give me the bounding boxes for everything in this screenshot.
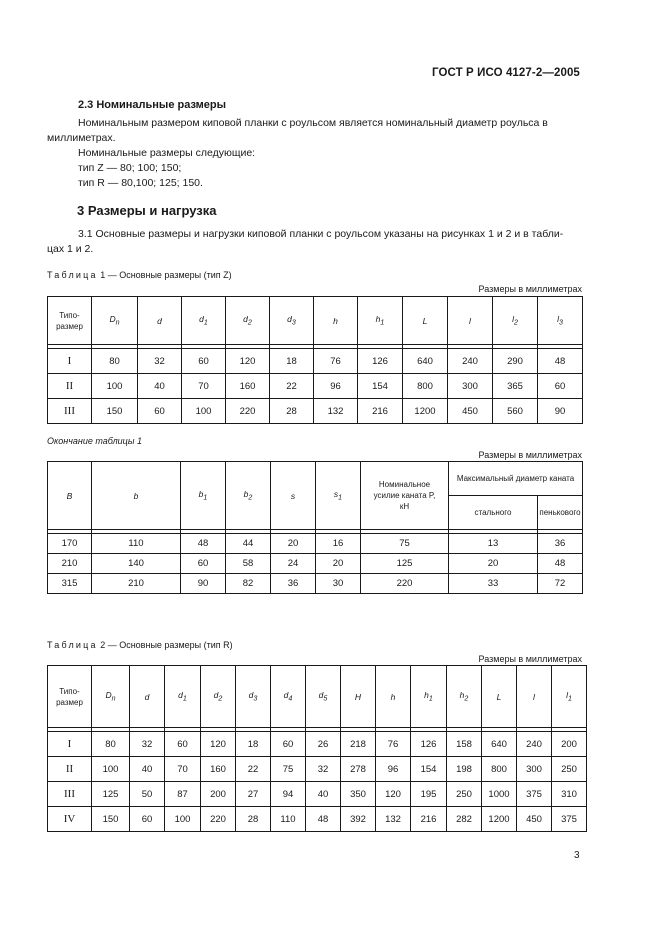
table-cell: 60: [271, 732, 306, 757]
table-cell: 13: [449, 534, 538, 554]
table1-end-caption: Окончание таблицы 1: [47, 436, 142, 446]
table-cell: 240: [448, 349, 493, 374]
table-cell: 170: [48, 534, 92, 554]
table-cell: 150: [92, 807, 130, 832]
table-cell: I: [48, 349, 92, 374]
paragraph-nominal-sizes: Номинальные размеры следующие:: [78, 147, 256, 159]
table2-header-cell: H: [341, 666, 376, 728]
table1-units: Размеры в миллиметрах: [478, 284, 582, 294]
table1-header-cell: $h_1$: [358, 297, 403, 345]
table-cell: 100: [92, 757, 130, 782]
table-cell: 90: [538, 399, 583, 424]
table1-header-cell: L: [403, 297, 448, 345]
table-cell: 24: [271, 554, 316, 574]
document-code: ГОСТ Р ИСО 4127-2—2005: [432, 67, 580, 79]
table-cell: 94: [271, 782, 306, 807]
table1-header-cell: [48, 297, 92, 345]
table-row: [48, 807, 587, 832]
table-cell: 300: [517, 757, 552, 782]
section-2-3-heading: 2.3 Номинальные размеры: [78, 99, 227, 111]
table-cell: 22: [236, 757, 271, 782]
table1-header-cell: $l_3$: [538, 297, 583, 345]
table1-end-header-cell: $s_1$: [316, 462, 361, 530]
table-cell: 220: [226, 399, 270, 424]
table-cell: 40: [306, 782, 341, 807]
table-cell: 560: [493, 399, 538, 424]
table-cell: 1000: [482, 782, 517, 807]
table1-header-cell: l: [448, 297, 493, 345]
table-cell: 200: [552, 732, 587, 757]
table-cell: 26: [306, 732, 341, 757]
table-cell: 220: [361, 574, 449, 594]
table2-units: Размеры в миллиметрах: [478, 654, 582, 664]
table-cell: 365: [493, 374, 538, 399]
table2-header-cell: $d_5$: [306, 666, 341, 728]
table2-header-cell: $l_1$: [552, 666, 587, 728]
table-cell: 450: [448, 399, 493, 424]
table-cell: 75: [271, 757, 306, 782]
table-cell: 50: [130, 782, 165, 807]
table-cell: III: [48, 782, 92, 807]
table-cell: 44: [226, 534, 271, 554]
table-row: [48, 374, 583, 399]
table-cell: 80: [92, 349, 138, 374]
table-cell: 60: [538, 374, 583, 399]
table-row: [48, 349, 583, 374]
table-cell: 800: [482, 757, 517, 782]
table-cell: 28: [270, 399, 314, 424]
table-row: [48, 732, 587, 757]
table-cell: 60: [182, 349, 226, 374]
table2-header-cell: $D_n$: [92, 666, 130, 728]
table-cell: 72: [538, 574, 583, 594]
table-row: [48, 782, 587, 807]
table2-header-cell: $d_1$: [165, 666, 201, 728]
table-cell: 132: [314, 399, 358, 424]
table-cell: 158: [447, 732, 482, 757]
table-cell: 310: [552, 782, 587, 807]
paragraph-nominal-line2: миллиметрах.: [47, 132, 116, 144]
table-cell: 216: [358, 399, 403, 424]
table2-header-cell: $d_2$: [201, 666, 236, 728]
table-cell: 198: [447, 757, 482, 782]
table-cell: 1200: [403, 399, 448, 424]
table-cell: 20: [316, 554, 361, 574]
table-cell: 20: [271, 534, 316, 554]
table-cell: 96: [376, 757, 411, 782]
table-cell: 40: [138, 374, 182, 399]
table-cell: 58: [226, 554, 271, 574]
table-cell: 240: [517, 732, 552, 757]
table-cell: 300: [448, 374, 493, 399]
table-cell: 75: [361, 534, 449, 554]
table-cell: 126: [358, 349, 403, 374]
table1-caption: Таблица 1 — Основные размеры (тип Z): [47, 270, 232, 280]
table-cell: 140: [92, 554, 181, 574]
table-cell: 40: [130, 757, 165, 782]
table-cell: 160: [226, 374, 270, 399]
table1-header-cell: $d_3$: [270, 297, 314, 345]
table1-end-header-cell: B: [48, 462, 92, 530]
table-cell: 32: [306, 757, 341, 782]
table-cell: 640: [403, 349, 448, 374]
table-cell: 76: [314, 349, 358, 374]
table-cell: 32: [138, 349, 182, 374]
section-3-heading: 3 Размеры и нагрузка: [77, 203, 217, 218]
table1-end-steel-header: стального: [449, 496, 538, 530]
table1-end-header-cell: s: [271, 462, 316, 530]
table-cell: 100: [92, 374, 138, 399]
table-cell: 90: [181, 574, 226, 594]
table-cell: 132: [376, 807, 411, 832]
table1-header-cell: $D_n$: [92, 297, 138, 345]
table-cell: 800: [403, 374, 448, 399]
table-cell: 36: [271, 574, 316, 594]
table1-end-hemp-header: пенькового: [538, 496, 583, 530]
table-cell: 70: [182, 374, 226, 399]
table-cell: 250: [552, 757, 587, 782]
table-cell: 60: [165, 732, 201, 757]
table-cell: 22: [270, 374, 314, 399]
table1-end: [47, 461, 583, 594]
table-cell: III: [48, 399, 92, 424]
table-cell: 315: [48, 574, 92, 594]
table-cell: 36: [538, 534, 583, 554]
table-cell: 48: [181, 534, 226, 554]
table-cell: 110: [271, 807, 306, 832]
table-cell: 154: [358, 374, 403, 399]
table-cell: 640: [482, 732, 517, 757]
table-cell: 125: [92, 782, 130, 807]
table-row: [48, 574, 583, 594]
table-cell: 32: [130, 732, 165, 757]
table-cell: 216: [411, 807, 447, 832]
table-cell: 120: [201, 732, 236, 757]
table1-end-units: Размеры в миллиметрах: [478, 450, 582, 460]
table1-end-header-row: [48, 462, 583, 496]
table-cell: 210: [92, 574, 181, 594]
header-text: Типо- размер: [56, 686, 83, 707]
table-cell: 218: [341, 732, 376, 757]
table-cell: 76: [376, 732, 411, 757]
table-cell: 278: [341, 757, 376, 782]
table-cell: 48: [306, 807, 341, 832]
table2-header-cell: L: [482, 666, 517, 728]
table-cell: 48: [538, 554, 583, 574]
table-cell: 290: [493, 349, 538, 374]
table2-header-cell: [48, 666, 92, 728]
header-text: Типо- размер: [56, 310, 83, 331]
table-cell: 16: [316, 534, 361, 554]
table-cell: II: [48, 374, 92, 399]
table-cell: 1200: [482, 807, 517, 832]
table-cell: 250: [447, 782, 482, 807]
table-cell: 60: [181, 554, 226, 574]
table-cell: 60: [130, 807, 165, 832]
table-cell: 126: [411, 732, 447, 757]
table-cell: 350: [341, 782, 376, 807]
table-cell: 150: [92, 399, 138, 424]
table-cell: 100: [182, 399, 226, 424]
table-cell: 30: [316, 574, 361, 594]
paragraph-type-r: тип R — 80,100; 125; 150.: [78, 177, 203, 189]
table1: [47, 296, 583, 424]
table2-header-row: [48, 666, 587, 728]
table-row: [48, 534, 583, 554]
table-cell: 60: [138, 399, 182, 424]
table-cell: IV: [48, 807, 92, 832]
table1-end-force-header: [361, 462, 449, 530]
table-cell: 48: [538, 349, 583, 374]
table2-header-cell: h: [376, 666, 411, 728]
table-cell: 28: [236, 807, 271, 832]
table-cell: 70: [165, 757, 201, 782]
table2: [47, 665, 587, 832]
table-cell: 375: [552, 807, 587, 832]
table-cell: 18: [270, 349, 314, 374]
table-cell: 195: [411, 782, 447, 807]
paragraph-3-1-line1: 3.1 Основные размеры и нагрузки киповой планки с роульсом указаны на рисунках 1 и 2 и в табли-: [78, 228, 564, 240]
table-cell: 160: [201, 757, 236, 782]
table-cell: 392: [341, 807, 376, 832]
table1-header-cell: $l_2$: [493, 297, 538, 345]
table-cell: II: [48, 757, 92, 782]
table1-header-row: [48, 297, 583, 345]
paragraph-3-1-line2: цах 1 и 2.: [47, 243, 94, 255]
table-cell: 154: [411, 757, 447, 782]
table2-header-cell: $d_3$: [236, 666, 271, 728]
table1-header-cell: $d_1$: [182, 297, 226, 345]
paragraph-nominal-line1: Номинальным размером киповой планки с роульсом является номинальный диаметр роульса в: [78, 117, 548, 129]
table-cell: 125: [361, 554, 449, 574]
table-cell: I: [48, 732, 92, 757]
table-cell: 96: [314, 374, 358, 399]
table-row: [48, 399, 583, 424]
table1-header-cell: $d_2$: [226, 297, 270, 345]
table2-caption: Таблица 2 — Основные размеры (тип R): [47, 640, 233, 650]
table-cell: 20: [449, 554, 538, 574]
table1-end-header-cell: $b_2$: [226, 462, 271, 530]
table1-header-cell: d: [138, 297, 182, 345]
header-text: Номинальное усилие каната P, кН: [373, 480, 436, 511]
table-cell: 210: [48, 554, 92, 574]
table1-header-cell: h: [314, 297, 358, 345]
table-row: [48, 757, 587, 782]
table-row: [48, 554, 583, 574]
table2-header-cell: $h_2$: [447, 666, 482, 728]
table1-end-header-cell: $b_1$: [181, 462, 226, 530]
table-cell: 27: [236, 782, 271, 807]
table-cell: 80: [92, 732, 130, 757]
table-cell: 120: [226, 349, 270, 374]
table-cell: 120: [376, 782, 411, 807]
table2-header-cell: $d_4$: [271, 666, 306, 728]
table1-end-max-header: Максимальный диаметр каната: [449, 462, 583, 496]
table-cell: 33: [449, 574, 538, 594]
table-cell: 82: [226, 574, 271, 594]
table-cell: 282: [447, 807, 482, 832]
table-cell: 100: [165, 807, 201, 832]
table1-end-header-cell: b: [92, 462, 181, 530]
table-cell: 200: [201, 782, 236, 807]
table2-header-cell: $h_1$: [411, 666, 447, 728]
table-cell: 18: [236, 732, 271, 757]
table-cell: 450: [517, 807, 552, 832]
table2-header-cell: d: [130, 666, 165, 728]
table-cell: 220: [201, 807, 236, 832]
table-cell: 87: [165, 782, 201, 807]
table-cell: 375: [517, 782, 552, 807]
table-cell: 110: [92, 534, 181, 554]
table2-header-cell: l: [517, 666, 552, 728]
paragraph-type-z: тип Z — 80; 100; 150;: [78, 162, 182, 174]
page-number: 3: [574, 850, 580, 861]
